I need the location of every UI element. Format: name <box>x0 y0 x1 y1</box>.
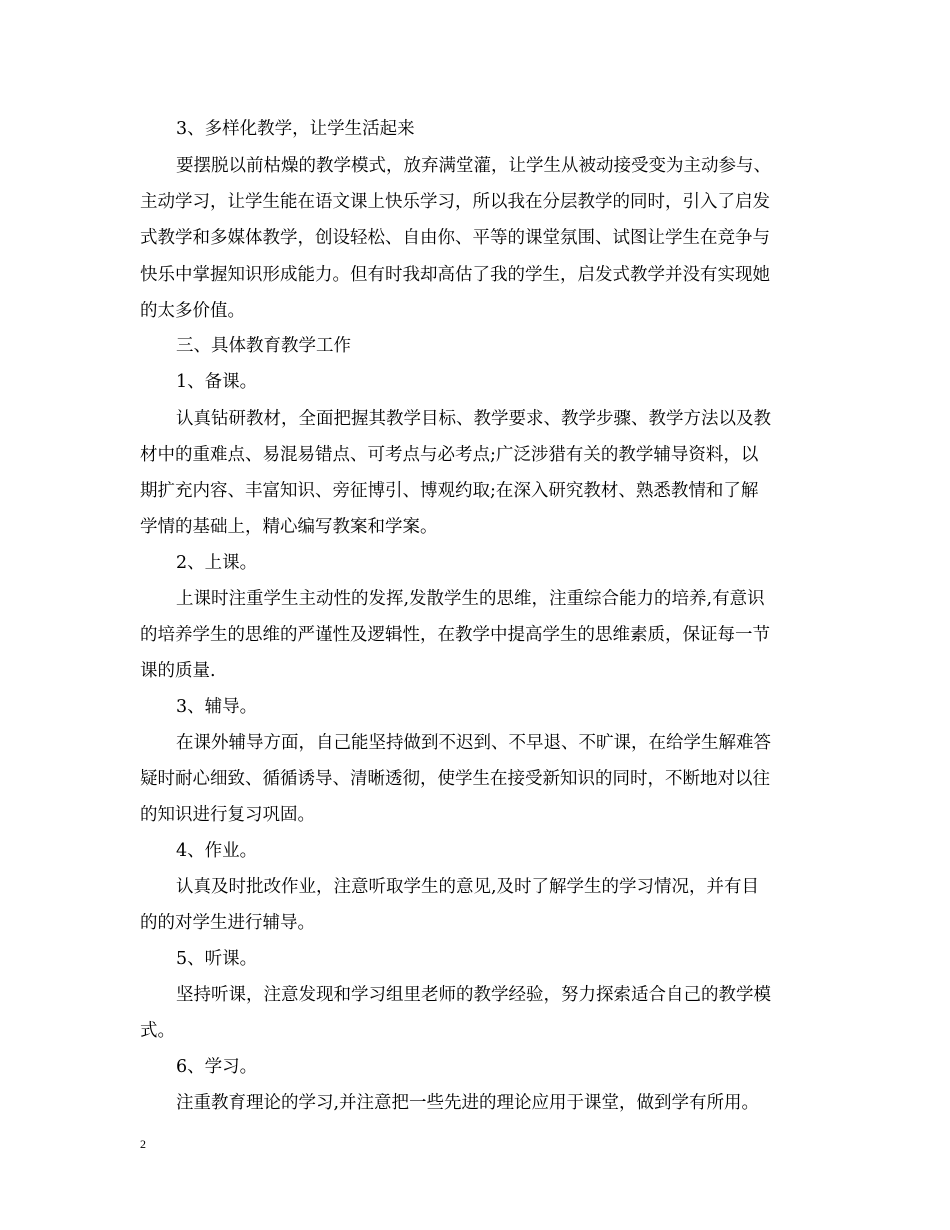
paragraph-line: 的太多价值。 <box>140 301 245 321</box>
paragraph-line: 学情的基础上，精心编写教案和学案。 <box>140 517 438 537</box>
subsection-heading: 1、备课。 <box>176 372 258 392</box>
paragraph-line: 认真及时批改作业，注意听取学生的意见,及时了解学生的学习情况，并有目 <box>176 877 760 897</box>
paragraph-line: 式。 <box>140 1021 175 1041</box>
paragraph-line: 材中的重难点、易混易错点、可考点与必考点;广泛涉猎有关的教学辅导资料，以 <box>140 445 759 465</box>
subsection-heading: 4、作业。 <box>176 841 258 861</box>
subsection-heading: 5、听课。 <box>176 949 258 969</box>
paragraph-line: 要摆脱以前枯燥的教学模式，放弃满堂灌，让学生从被动接受变为主动参与、 <box>176 156 771 176</box>
page-number: 2 <box>140 1137 146 1151</box>
paragraph-line: 注重教育理论的学习,并注意把一些先进的理论应用于课堂，做到学有所用。 <box>176 1093 760 1113</box>
paragraph-line: 课的质量. <box>140 661 216 681</box>
paragraph-line: 式教学和多媒体教学，创设轻松、自由你、平等的课堂氛围、试图让学生在竞争与 <box>140 228 770 248</box>
paragraph-line: 的培养学生的思维的严谨性及逻辑性，在教学中提高学生的思维素质，保证每一节 <box>140 625 770 645</box>
paragraph-line: 在课外辅导方面，自己能坚持做到不迟到、不早退、不旷课，在给学生解难答 <box>176 733 771 753</box>
subsection-heading: 2、上课。 <box>176 553 258 573</box>
paragraph-line: 疑时耐心细致、循循诱导、清晰透彻，使学生在接受新知识的同时，不断地对以往 <box>140 769 770 789</box>
paragraph-line: 期扩充内容、丰富知识、旁征博引、博观约取;在深入研究教材、熟悉教情和了解 <box>140 481 759 501</box>
paragraph-line: 的知识进行复习巩固。 <box>140 805 315 825</box>
section-heading: 3、多样化教学，让学生活起来 <box>176 119 415 139</box>
paragraph-line: 上课时注重学生主动性的发挥,发散学生的思维，注重综合能力的培养,有意识 <box>176 589 765 609</box>
section-heading: 三、具体教育教学工作 <box>176 336 351 356</box>
paragraph-line: 认真钻研教材，全面把握其教学目标、教学要求、教学步骤、教学方法以及教 <box>176 409 771 429</box>
paragraph-line: 主动学习，让学生能在语文课上快乐学习，所以我在分层教学的同时，引入了启发 <box>140 192 770 212</box>
subsection-heading: 3、辅导。 <box>176 697 258 717</box>
subsection-heading: 6、学习。 <box>176 1057 258 1077</box>
paragraph-line: 快乐中掌握知识形成能力。但有时我却高估了我的学生，启发式教学并没有实现她 <box>140 265 770 285</box>
paragraph-line: 坚持听课，注意发现和学习组里老师的教学经验，努力探索适合自己的教学模 <box>176 985 771 1005</box>
paragraph-line: 的的对学生进行辅导。 <box>140 913 315 933</box>
